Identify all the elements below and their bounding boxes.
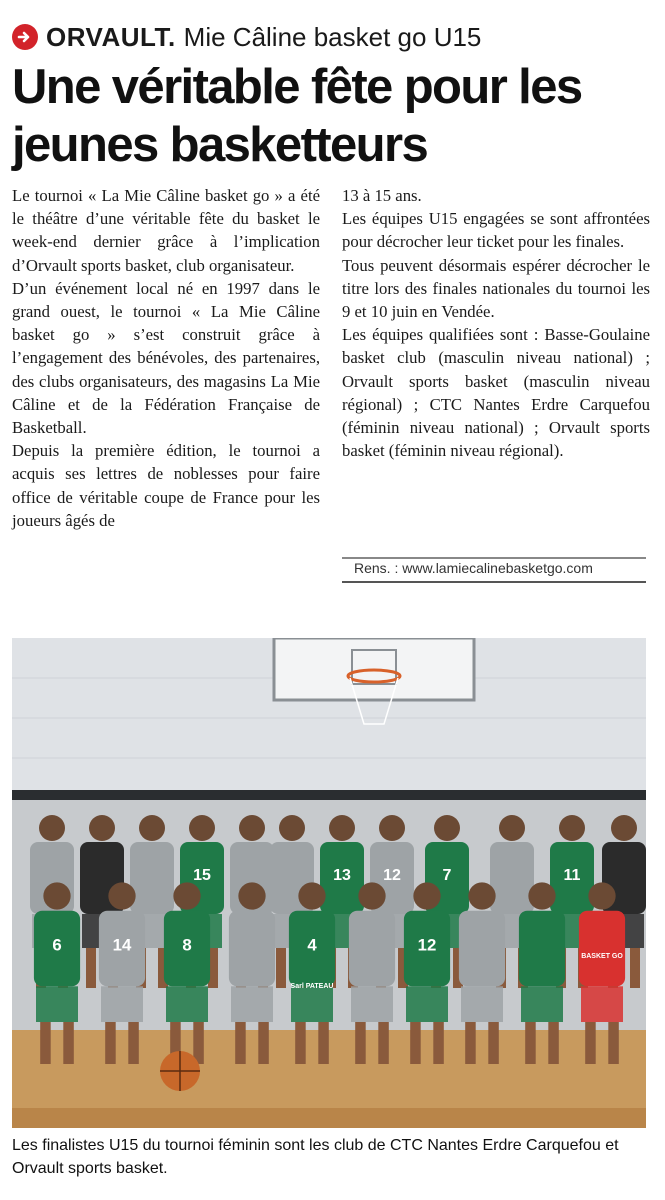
jersey-number: 12: [417, 935, 437, 955]
headline: Une véritable fête pour les jeunes basketteurs: [12, 60, 582, 172]
team-photo: [12, 638, 646, 1128]
paragraph: Les équipes U15 engagées se sont affrontées pour décrocher leur ticket pour les finales.: [342, 209, 650, 252]
jersey-number: 7: [442, 867, 452, 884]
paragraph: Tous peuvent désormais espérer décrocher le titre lors des finales nationales du tournoi les 9 et 10 juin en Vendée.: [342, 255, 650, 322]
info-link: Rens. : www.lamiecalinebasketgo.com: [342, 557, 646, 583]
paragraph: Le tournoi « La Mie Câline basket go » a été le théâtre d’une véritable fête du basket le week-end dernier grâce à l’implication d’Orvault sports basket, club organisateur.: [12, 186, 320, 275]
paragraph: Les équipes qualifiées sont : Basse-Goulaine basket club (masculin niveau national) ; Orvault sports basket (masculin niveau régional) ; CTC Nantes Erdre Carquefou (féminin niveau national) ; Orvault sports basket (féminin niveau régional).: [342, 325, 650, 461]
body-column-2: [342, 184, 650, 462]
body-column-1: [12, 184, 320, 532]
paragraph: Depuis la première édition, le tournoi a acquis ses lettres de noblesses pour faire office de véritable coupe de France pour les joueurs âgés de: [12, 441, 320, 530]
kicker: [12, 20, 481, 54]
jersey-number: 11: [563, 867, 581, 884]
paragraph: 13 à 15 ans.: [342, 186, 422, 205]
paragraph: D’un événement local né en 1997 dans le grand ouest, le tournoi « La Mie Câline basket go » s’est construit grâce à l’engagement des bénévoles, des partenaires, des clubs organisateurs, des magasins La Mie Câline et de la Fédération Française de Basketball.: [12, 278, 320, 438]
jersey-number: 13: [333, 867, 351, 884]
jersey-number: 8: [182, 935, 192, 955]
jersey-number: 14: [112, 935, 132, 955]
team-photo-illustration: [12, 638, 646, 1128]
kicker-topic: Mie Câline basket go U15: [183, 21, 482, 52]
photo-caption: Les finalistes U15 du tournoi féminin sont les club de CTC Nantes Erdre Carquefou et Orvault sports basket.: [12, 1137, 619, 1177]
jersey-number: 6: [52, 935, 62, 955]
red-shirt-text: BASKET GO: [581, 953, 623, 960]
jersey-number: 12: [383, 867, 401, 884]
jersey-number: 15: [193, 867, 211, 884]
sponsor-text: Sarl PATEAU: [290, 983, 334, 990]
kicker-location: ORVAULT.: [46, 21, 176, 52]
jersey-number: 4: [307, 935, 317, 955]
arrow-right-circle-icon: [12, 24, 38, 50]
